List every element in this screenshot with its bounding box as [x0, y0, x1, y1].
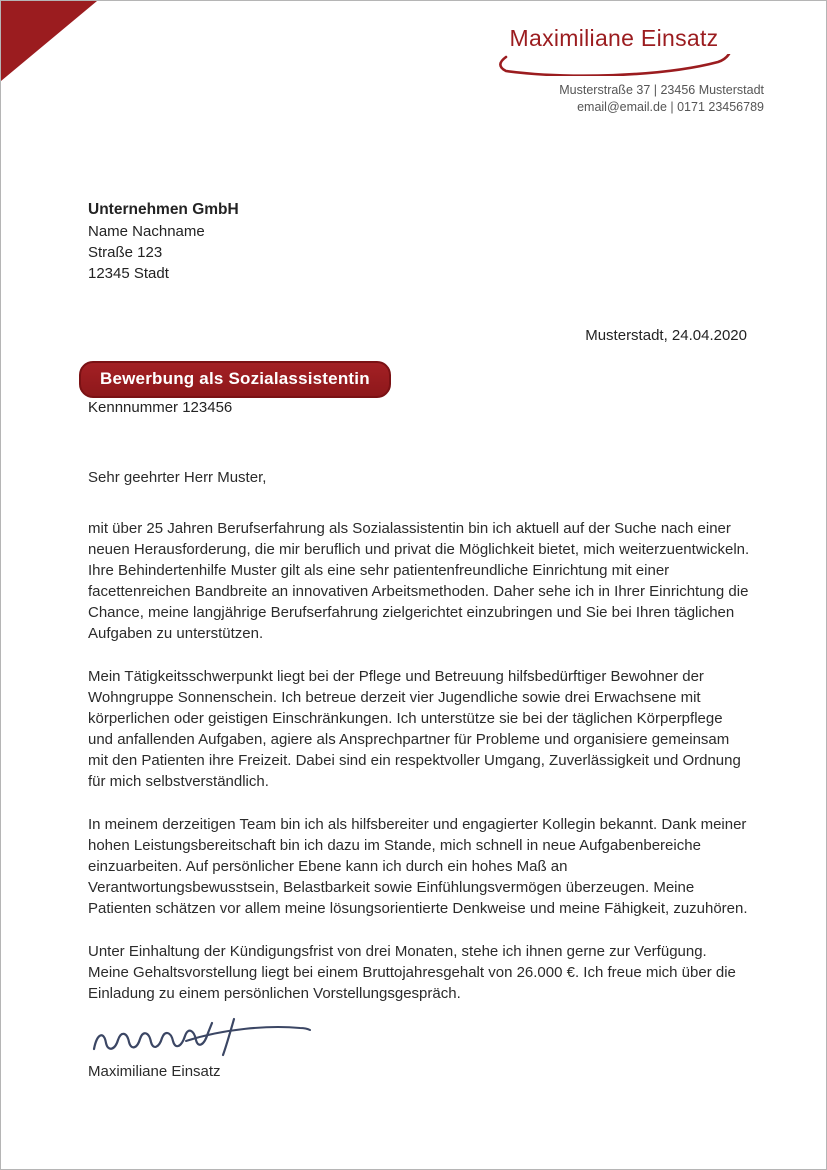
recipient-name: Name Nachname — [88, 223, 205, 240]
body-paragraph: In meinem derzeitigen Team bin ich als hilfsbereiter und engagierter Kollegin bekannt. Dank meiner hohen Leistungsbereitschaft bin ich dazu im Stande, mich schnell in neue Aufgabenbereiche einzuarbeiten. Auf persönlicher Ebene kann ich durch ein hohes Maß an Verantwortungsbewusstsein, Belastbarkeit sowie Einfühlungsvermögen überzeugen. Meine Patienten schätzen vor allem meine lösungsorientierte Denkweise und meine Fähigkeit, zuzuhören. — [88, 816, 748, 917]
recipient-block — [88, 199, 239, 284]
body-paragraph: Mein Tätigkeitsschwerpunkt liegt bei der Pflege und Betreuung hilfsbedürftiger Bewohner der Wohngruppe Sonnenschein. Ich betreue derzeit vier Jugendliche sowie drei Erwachsene mit körperlichen oder geistigen Einschränkungen. Ich unterstütze sie bei der täglichen Körperpflege und anfallenden Aufgaben, agiere als Ansprechpartner für Probleme und organisiere gemeinsam mit den Patienten ihre Freizeit. Dabei sind ein respektvoller Umgang, Zuverlässigkeit und Ordnung für mich selbstverständlich. — [88, 668, 741, 790]
sender-header — [464, 25, 764, 116]
name-underline-flourish-icon — [496, 54, 732, 76]
recipient-company: Unternehmen GmbH — [88, 201, 239, 218]
body-paragraph: mit über 25 Jahren Berufserfahrung als Sozialassistentin bin ich aktuell auf der Suche nach einer neuen Herausforderung, die mir beruflich und privat die Möglichkeit bietet, mich weiterzuentwickeln. Ihre Behindertenhilfe Muster gilt als eine sehr patientenfreundliche Einrichtung mit einer facettenreichen Bandbreite an innovativen Arbeitsmethoden. Daher sehe ich in Ihrer Einrichtung die Chance, meine langjährige Berufserfahrung zielgerichtet einzubringen und Sie bei Ihren täglichen Aufgaben zu unterstützen. — [88, 520, 750, 642]
reference-number: Kennnummer 123456 — [88, 399, 233, 416]
signer-name: Maximiliane Einsatz — [88, 1063, 221, 1080]
handwritten-signature-icon — [88, 1017, 313, 1061]
sender-name: Maximiliane Einsatz — [509, 25, 719, 51]
date-line: Musterstadt, 24.04.2020 — [585, 327, 747, 344]
corner-accent-triangle-icon — [1, 1, 97, 81]
signature-block — [88, 1017, 313, 1080]
sender-address: Musterstraße 37 | 23456 Musterstadt — [559, 83, 764, 97]
recipient-city: 12345 Stadt — [88, 265, 169, 282]
salutation: Sehr geehrter Herr Muster, — [88, 469, 267, 486]
sender-contact: email@email.de | 0171 23456789 — [577, 100, 764, 114]
letter-body — [88, 467, 751, 1026]
recipient-street: Straße 123 — [88, 244, 163, 261]
body-paragraph: Unter Einhaltung der Kündigungsfrist von drei Monaten, stehe ich ihnen gerne zur Verfügung. Meine Gehaltsvorstellung liegt bei einem Bruttojahresgehalt von 26.000 €. Ich freue mich über die Einladung zu einem persönlichen Vorstellungsgespräch. — [88, 943, 736, 1002]
subject-badge: Bewerbung als Sozialassistentin — [79, 361, 391, 398]
